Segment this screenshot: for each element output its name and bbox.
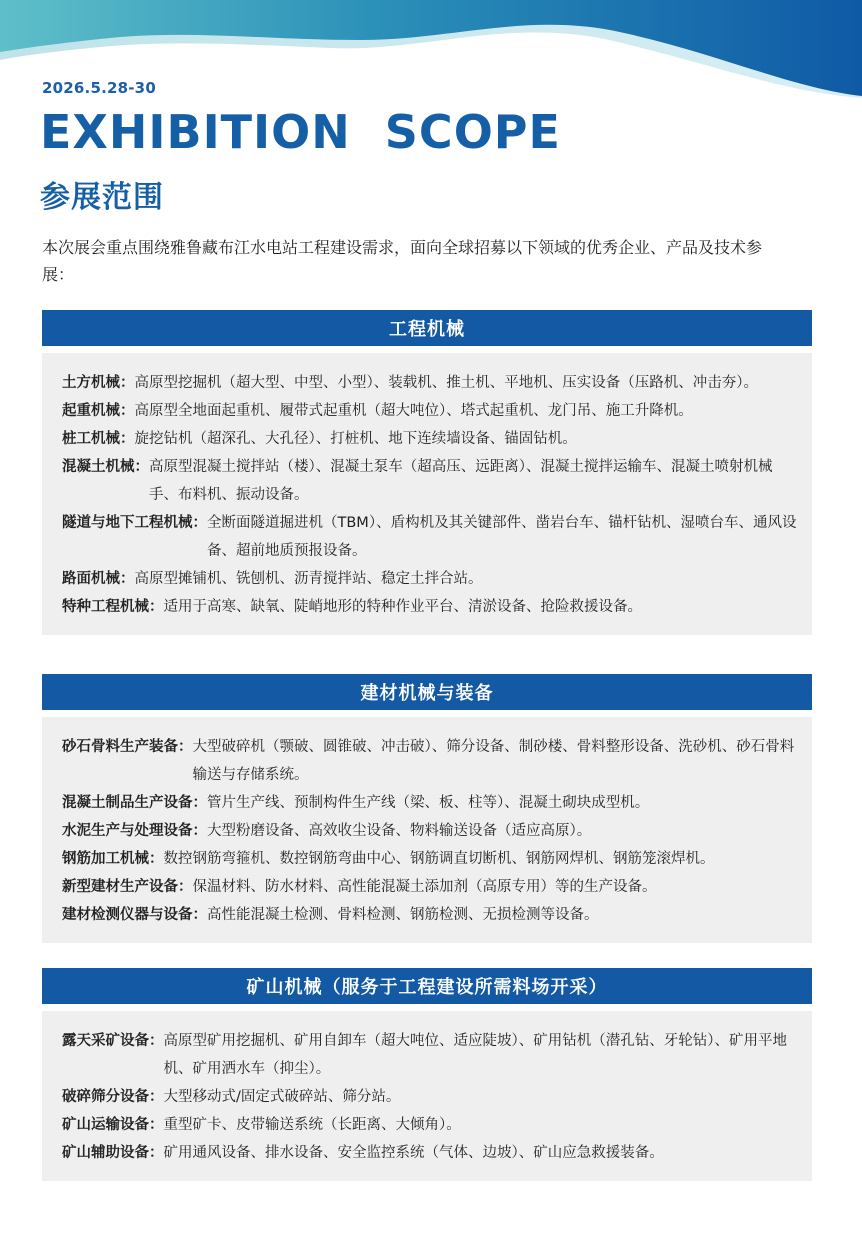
item-label: 隧道与地下工程机械： [62, 515, 207, 531]
section-header: 矿山机械（服务于工程建设所需料场开采） [42, 968, 812, 1004]
list-item [42, 369, 812, 397]
item-text: 大型移动式/固定式破碎站、筛分站。 [163, 1089, 401, 1105]
list-item [42, 817, 812, 845]
item-label: 混凝土机械： [62, 459, 149, 475]
item-text: 高原型混凝土搅拌站（楼）、混凝土泵车（超高压、远距离）、混凝土搅拌运输车、混凝土喷射机械手、布料机、振动设备。 [149, 459, 773, 503]
intro-paragraph: 本次展会重点围绕雅鲁藏布江水电站工程建设需求，面向全球招募以下领域的优秀企业、产品及技术参展： [42, 238, 763, 284]
list-item [42, 1027, 812, 1083]
item-text: 大型破碎机（颚破、圆锥破、冲击破）、筛分设备、制砂楼、骨料整形设备、洗砂机、砂石骨料输送与存储系统。 [192, 739, 795, 783]
item-label: 矿山运输设备： [62, 1117, 164, 1133]
item-text: 高原型摊铺机、铣刨机、沥青搅拌站、稳定土拌合站。 [134, 571, 483, 587]
section-mining-machinery [42, 968, 812, 1181]
item-label: 钢筋加工机械： [62, 851, 164, 867]
list-item [42, 425, 812, 453]
list-item [42, 1111, 812, 1139]
list-item [42, 593, 812, 621]
item-text: 高性能混凝土检测、骨料检测、钢筋检测、无损检测等设备。 [207, 907, 599, 923]
item-label: 露天采矿设备： [62, 1033, 164, 1049]
item-text: 旋挖钻机（超深孔、大孔径）、打桩机、地下连续墙设备、锚固钻机。 [134, 431, 577, 447]
section-body [42, 1011, 812, 1181]
item-label: 新型建材生产设备： [62, 879, 193, 895]
list-item [42, 397, 812, 425]
item-text: 管片生产线、预制构件生产线（梁、板、柱等）、混凝土砌块成型机。 [207, 795, 650, 811]
section-body [42, 717, 812, 943]
exhibition-date: 2026.5.28-30 [42, 79, 156, 97]
list-item [42, 901, 812, 929]
item-label: 混凝土制品生产设备： [62, 795, 207, 811]
list-item [42, 453, 812, 509]
section-header: 建材机械与装备 [42, 674, 812, 710]
item-label: 矿山辅助设备： [62, 1145, 164, 1161]
page-title-english: EXHIBITION SCOPE [40, 105, 561, 159]
section-body [42, 353, 812, 635]
item-text: 高原型全地面起重机、履带式起重机（超大吨位）、塔式起重机、龙门吊、施工升降机。 [134, 403, 693, 419]
item-text: 高原型挖掘机（超大型、中型、小型）、装载机、推土机、平地机、压实设备（压路机、冲击夯）。 [134, 375, 758, 391]
list-item [42, 789, 812, 817]
item-text: 数控钢筋弯箍机、数控钢筋弯曲中心、钢筋调直切断机、钢筋网焊机、钢筋笼滚焊机。 [163, 851, 715, 867]
section-building-materials-machinery [42, 674, 812, 943]
list-item [42, 1083, 812, 1111]
item-label: 起重机械： [62, 403, 135, 419]
item-text: 保温材料、防水材料、高性能混凝土添加剂（高原专用）等的生产设备。 [192, 879, 657, 895]
item-text: 全断面隧道掘进机（TBM）、盾构机及其关键部件、凿岩台车、锚杆钻机、湿喷台车、通风设备、超前地质预报设备。 [207, 515, 797, 559]
item-label: 水泥生产与处理设备： [62, 823, 207, 839]
list-item [42, 733, 812, 789]
item-text: 高原型矿用挖掘机、矿用自卸车（超大吨位、适应陡坡）、矿用钻机（潜孔钻、牙轮钻）、矿用平地机、矿用洒水车（抑尘）。 [163, 1033, 787, 1077]
item-text: 矿用通风设备、排水设备、安全监控系统（气体、边坡）、矿山应急救援装备。 [163, 1145, 664, 1161]
list-item [42, 845, 812, 873]
item-label: 土方机械： [62, 375, 135, 391]
section-construction-machinery [42, 310, 812, 635]
section-header: 工程机械 [42, 310, 812, 346]
item-label: 砂石骨料生产装备： [62, 739, 193, 755]
page-title-chinese: 参展范围 [40, 180, 164, 215]
item-label: 路面机械： [62, 571, 135, 587]
item-label: 特种工程机械： [62, 599, 164, 615]
item-label: 建材检测仪器与设备： [62, 907, 207, 923]
item-text: 适用于高寒、缺氧、陡峭地形的特种作业平台、清淤设备、抢险救援设备。 [163, 599, 642, 615]
item-text: 大型粉磨设备、高效收尘设备、物料输送设备（适应高原）。 [207, 823, 592, 839]
list-item [42, 873, 812, 901]
item-label: 破碎筛分设备： [62, 1089, 164, 1105]
list-item [42, 1139, 812, 1167]
list-item [42, 509, 812, 565]
list-item [42, 565, 812, 593]
item-label: 桩工机械： [62, 431, 135, 447]
item-text: 重型矿卡、皮带输送系统（长距离、大倾角）。 [163, 1117, 461, 1133]
